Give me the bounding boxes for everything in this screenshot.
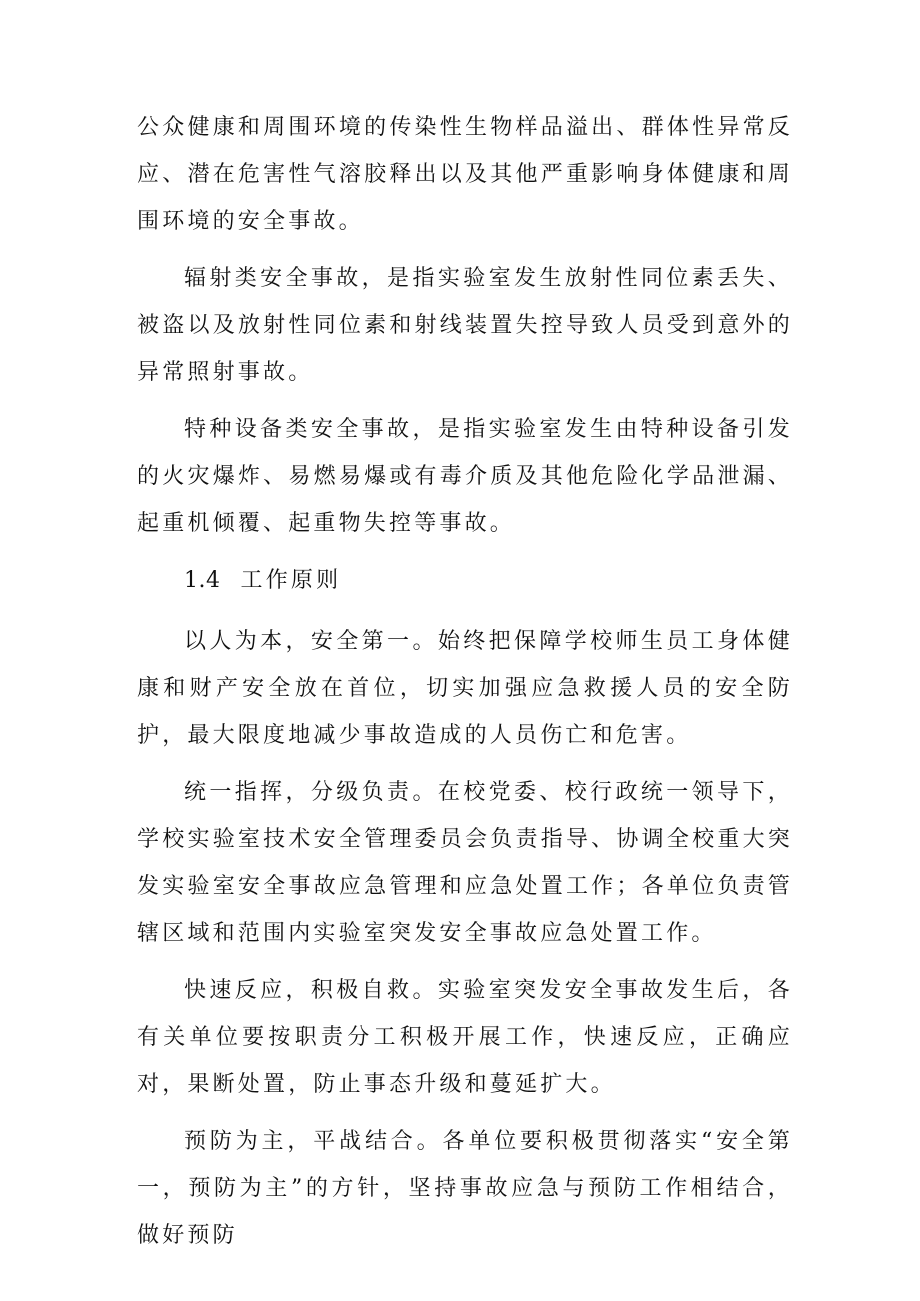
paragraph-special-equipment-accident: 特种设备类安全事故，是指实验室发生由特种设备引发的火灾爆炸、易燃易爆或有毒介质及其他危险化学品泄漏、起重机倾覆、起重物失控等事故。 — [137, 417, 793, 536]
paragraph-radiation-accident: 辐射类安全事故，是指实验室发生放射性同位素丢失、被盗以及放射性同位素和射线装置失控导致人员受到意外的异常照射事故。 — [137, 266, 793, 385]
principle-unified-command: 统一指挥，分级负责。在校党委、校行政统一领导下，学校实验室技术安全管理委员会负责指导、协调全校重大突发实验室安全事故应急管理和应急处置工作；各单位负责管辖区域和范围内实验室突发安全事故应急处置工作。 — [137, 780, 793, 946]
paragraph-biological-accident-continued: 公众健康和周围环境的传染性生物样品溢出、群体性异常反应、潜在危害性气溶胶释出以及其他严重影响身体健康和周围环境的安全事故。 — [137, 115, 793, 234]
section-number: 1.4 — [184, 568, 221, 593]
document-body — [137, 104, 793, 1269]
section-title: 工作原则 — [240, 568, 342, 593]
principle-rapid-response: 快速反应，积极自救。实验室突发安全事故发生后，各有关单位要按职责分工积极开展工作，快速反应，正确应对，果断处置，防止事态升级和蔓延扩大。 — [137, 978, 793, 1097]
principle-prevention-first: 预防为主，平战结合。各单位要积极贯彻落实“安全第一，预防为主”的方针，坚持事故应急与预防工作相结合，做好预防 — [137, 1129, 793, 1248]
section-heading — [137, 557, 793, 604]
principle-people-oriented: 以人为本，安全第一。始终把保障学校师生员工身体健康和财产安全放在首位，切实加强应急救援人员的安全防护，最大限度地减少事故造成的人员伤亡和危害。 — [137, 629, 793, 748]
